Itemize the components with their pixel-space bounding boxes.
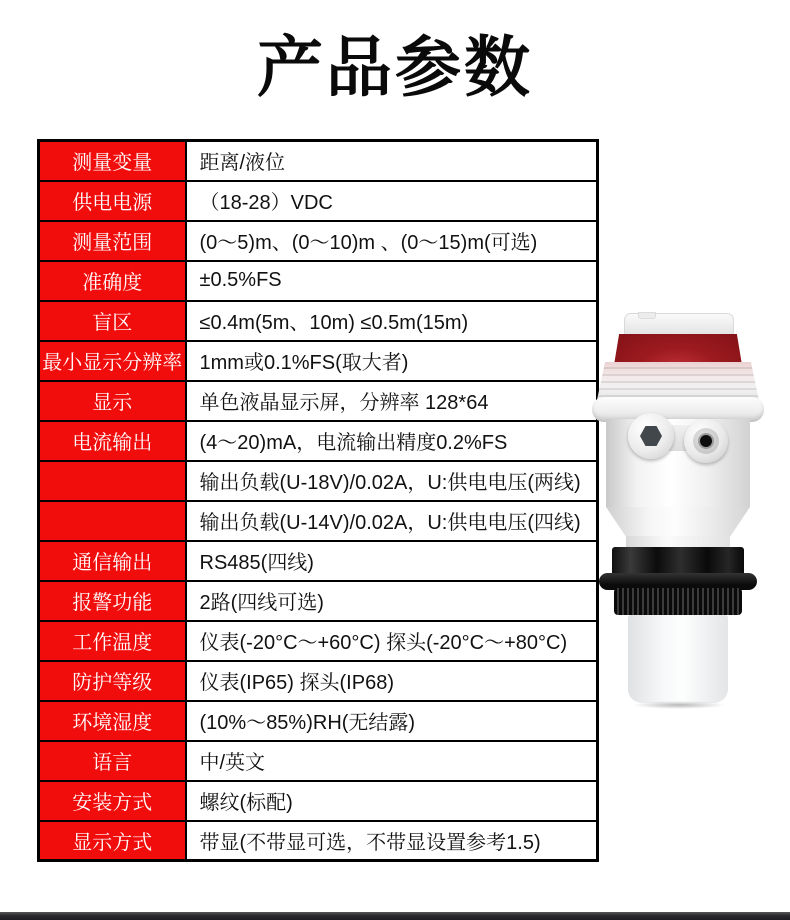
spec-label: 语言 — [39, 741, 186, 781]
spec-label — [39, 501, 186, 541]
spec-label: 环境湿度 — [39, 701, 186, 741]
spec-value: 带显(不带显可选，不带显设置参考1.5) — [186, 821, 598, 861]
spec-value: 仪表(IP65) 探头(IP68) — [186, 661, 598, 701]
spec-label: 安装方式 — [39, 781, 186, 821]
spec-value: ≤0.4m(5m、10m) ≤0.5m(15m) — [186, 301, 598, 341]
beacon-ribbed-band — [597, 362, 759, 400]
spec-label: 测量变量 — [39, 141, 186, 181]
probe-shadow — [632, 701, 726, 709]
cable-gland-hex — [628, 413, 674, 459]
spec-value: 单色液晶显示屏，分辨率 128*64 — [186, 381, 598, 421]
spec-value: ±0.5%FS — [186, 261, 598, 301]
table-row — [39, 701, 598, 741]
table-row — [39, 821, 598, 861]
spec-value: 输出负载(U-18V)/0.02A，U:供电电压(两线) — [186, 461, 598, 501]
table-row — [39, 181, 598, 221]
table-row — [39, 461, 598, 501]
table-row — [39, 261, 598, 301]
spec-value: (0～5)m、(0～10)m 、(0～15)m(可选) — [186, 221, 598, 261]
hex-plug — [640, 426, 662, 446]
spec-label — [39, 461, 186, 501]
table-row — [39, 221, 598, 261]
knurled-lock-ring — [614, 588, 742, 615]
spec-value: (4～20)mA，电流输出精度0.2%FS — [186, 421, 598, 461]
spec-value: (10%～85%)RH(无结露) — [186, 701, 598, 741]
spec-label: 供电电源 — [39, 181, 186, 221]
spec-label: 显示 — [39, 381, 186, 421]
table-row — [39, 541, 598, 581]
cable-gland-hole — [700, 435, 712, 447]
spec-value: 距离/液位 — [186, 141, 598, 181]
beacon-dome-notch — [638, 312, 656, 319]
table-row — [39, 141, 598, 181]
housing-taper — [606, 507, 750, 537]
table-row — [39, 381, 598, 421]
spec-label: 通信输出 — [39, 541, 186, 581]
bottom-section-divider — [0, 912, 790, 920]
product-photo-ultrasonic-level-sensor — [592, 313, 764, 705]
spec-value: 输出负载(U-14V)/0.02A，U:供电电压(四线) — [186, 501, 598, 541]
spec-label: 测量范围 — [39, 221, 186, 261]
spec-label: 防护等级 — [39, 661, 186, 701]
table-row — [39, 661, 598, 701]
spec-label: 最小显示分辨率 — [39, 341, 186, 381]
spec-label: 报警功能 — [39, 581, 186, 621]
spec-table — [37, 139, 599, 862]
spec-value: 仪表(-20°C～+60°C) 探头(-20°C～+80°C) — [186, 621, 598, 661]
table-row — [39, 781, 598, 821]
table-row — [39, 301, 598, 341]
spec-label: 盲区 — [39, 301, 186, 341]
table-row — [39, 501, 598, 541]
beacon-red-ring — [614, 334, 742, 365]
table-row — [39, 621, 598, 661]
cable-gland-round — [684, 419, 728, 463]
page-title: 产品参数 — [257, 30, 533, 104]
spec-value: 中/英文 — [186, 741, 598, 781]
table-row — [39, 421, 598, 461]
spec-label: 显示方式 — [39, 821, 186, 861]
mounting-hex-nut — [612, 547, 744, 576]
table-row — [39, 741, 598, 781]
spec-label: 工作温度 — [39, 621, 186, 661]
table-row — [39, 581, 598, 621]
spec-value: （18-28）VDC — [186, 181, 598, 221]
table-row — [39, 341, 598, 381]
spec-value: 1mm或0.1%FS(取大者) — [186, 341, 598, 381]
spec-value: 螺纹(标配) — [186, 781, 598, 821]
transducer-probe — [628, 615, 728, 703]
spec-value: RS485(四线) — [186, 541, 598, 581]
spec-label: 电流输出 — [39, 421, 186, 461]
spec-label: 准确度 — [39, 261, 186, 301]
spec-value: 2路(四线可选) — [186, 581, 598, 621]
